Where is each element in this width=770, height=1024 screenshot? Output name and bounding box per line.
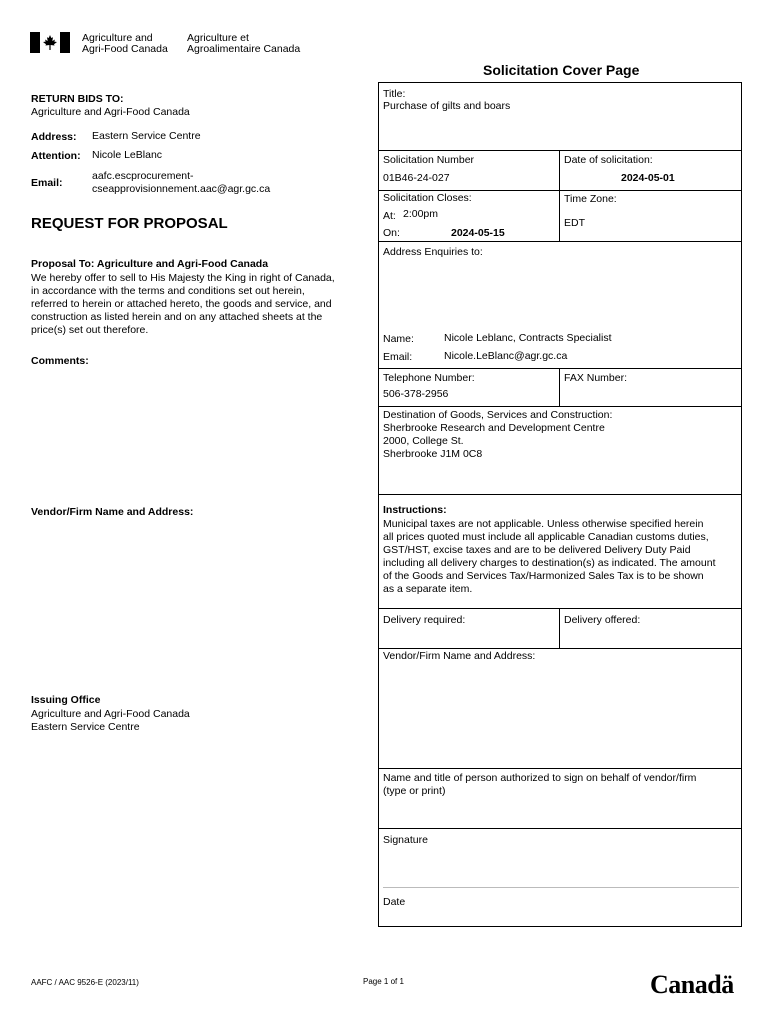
destination: Destination of Goods, Services and Construction: Sherbrooke Research and Development Centre 2000, College St. Sherbrooke J1M 0C8	[383, 409, 613, 460]
authorized-label: Name and title of person authorized to sign on behalf of vendor/firm (type or print)	[383, 772, 697, 797]
signature-label: Signature	[383, 834, 428, 846]
dept-name-fr: Agriculture et Agroalimentaire Canada	[187, 32, 301, 55]
address-label: Address:	[31, 131, 77, 143]
enquiries-label: Address Enquiries to:	[383, 246, 483, 258]
canada-flag-icon	[30, 32, 70, 53]
at-label: At:	[383, 210, 396, 222]
issuing-office-value: Agriculture and Agri-Food Canada Eastern Service Centre	[31, 708, 190, 733]
attention-value: Nicole LeBlanc	[92, 149, 163, 161]
rfp-heading: REQUEST FOR PROPOSAL	[31, 215, 228, 232]
tz-label: Time Zone:	[564, 193, 617, 205]
vendor-label-left: Vendor/Firm Name and Address:	[31, 506, 194, 518]
on-value: 2024-05-15	[451, 227, 505, 239]
closes-label: Solicitation Closes:	[383, 192, 472, 204]
title-value: Purchase of gilts and boars	[383, 100, 511, 112]
comments-label: Comments:	[31, 355, 89, 367]
contact-name-label: Name:	[383, 333, 414, 345]
delivery-offered-label: Delivery offered:	[564, 614, 641, 626]
title-label: Title:	[383, 88, 406, 100]
address-value: Eastern Service Centre	[92, 130, 201, 142]
attention-label: Attention:	[31, 150, 81, 162]
form-code: AAFC / AAC 9526-E (2023/11)	[31, 978, 139, 987]
proposal-to: Proposal To: Agriculture and Agri-Food Canada	[31, 258, 269, 270]
page-number: Page 1 of 1	[363, 977, 404, 986]
contact-email-value: Nicole.LeBlanc@agr.gc.ca	[444, 350, 568, 362]
issuing-office-label: Issuing Office	[31, 694, 101, 706]
dept-name-en: Agriculture and Agri-Food Canada	[82, 32, 168, 55]
return-bids-value: Agriculture and Agri-Food Canada	[31, 106, 190, 118]
email-label: Email:	[31, 177, 63, 189]
tel-value: 506-378-2956	[383, 388, 449, 400]
on-label: On:	[383, 227, 400, 239]
tz-value: EDT	[564, 217, 585, 229]
delivery-required-label: Delivery required:	[383, 614, 466, 626]
vendor-label-right: Vendor/Firm Name and Address:	[383, 650, 536, 662]
date-sol-value: 2024-05-01	[621, 172, 675, 184]
fax-label: FAX Number:	[564, 372, 628, 384]
return-bids-label: RETURN BIDS TO:	[31, 93, 124, 105]
at-value: 2:00pm	[403, 208, 439, 220]
form-title: Solicitation Cover Page	[483, 62, 640, 78]
date-sol-label: Date of solicitation:	[564, 154, 653, 166]
sol-number-value: 01B46-24-027	[383, 172, 450, 184]
contact-email-label: Email:	[383, 351, 413, 363]
sol-number-label: Solicitation Number	[383, 154, 475, 166]
email-value: aafc.escprocurement- cseapprovisionnement.aac@agr.gc.ca	[92, 170, 271, 195]
instructions-label: Instructions:	[383, 504, 447, 516]
canada-wordmark-logo: Canadä	[650, 970, 734, 999]
instructions-text: Municipal taxes are not applicable. Unless otherwise specified herein all prices quoted must include all applicable Canadian customs duties, GST/HST, excise taxes and are to be delivered Delivery Duty Paid including all delivery charges to destination(s) as indicated. The amount of the Goods and Services Tax/Harmonized Sales Tax is to be shown as a separate item.	[383, 518, 716, 595]
contact-name-value: Nicole Leblanc, Contracts Specialist	[444, 332, 612, 344]
tel-label: Telephone Number:	[383, 372, 475, 384]
proposal-text: We hereby offer to sell to His Majesty the King in right of Canada, in accordance with the terms and conditions set out herein, referred to herein or attached hereto, the goods and service, and construction as listed herein and on any attached sheets at the price(s) set out therefore.	[31, 272, 335, 336]
date-label: Date	[383, 896, 406, 908]
